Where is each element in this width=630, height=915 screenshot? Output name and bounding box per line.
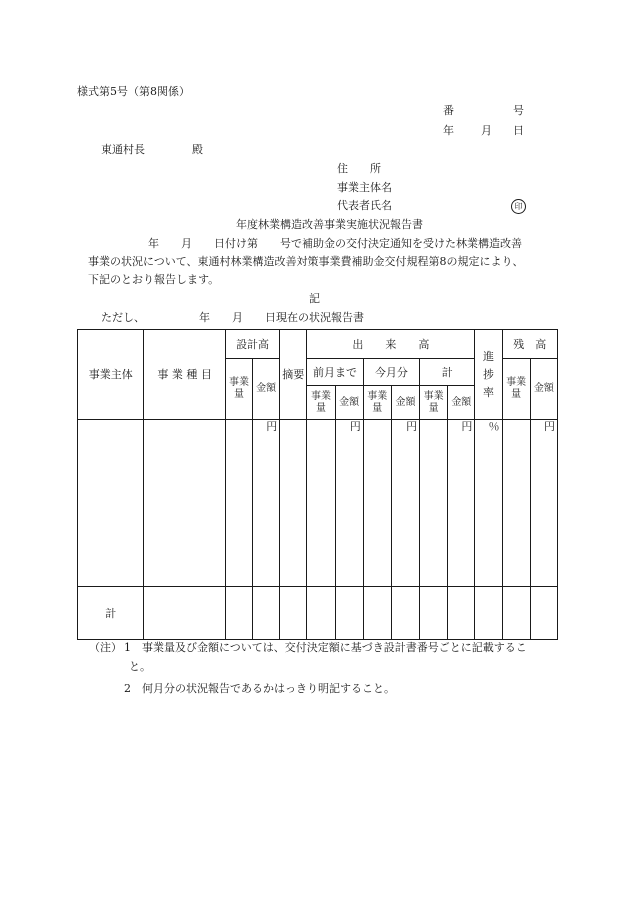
form-id: 様式第5号（第8関係） [77,85,190,98]
note-2-text: 何月分の状況報告であるかはっきり明記すること。 [142,682,395,695]
representative-label: 代表者氏名 [337,199,392,212]
document-title: 年度林業構造改善事業実施状況報告書 [236,218,423,231]
cell-prev-amt: 円 [335,420,363,587]
header-design-qty: 事業量 [225,359,252,420]
header-design-amt: 金額 [253,359,280,420]
ki-heading: 記 [309,292,320,305]
header-type: 事 業 種 目 [144,330,226,420]
table-row [78,420,558,587]
notes-prefix: （注） [89,641,122,654]
cell-total-amt: 円 [448,420,475,587]
cell-type [144,420,226,587]
header-total-qty: 事業量 [420,386,448,420]
total-row [78,587,558,640]
date-day: 日 [513,124,524,137]
header-this-amt: 金額 [391,386,419,420]
body-line-2: 事業の状況について、東通村林業構造改善対策事業費補助金交付規程第8の規定により、 [88,255,524,268]
cell-summary [280,420,307,587]
note-1-number: 1 [124,641,131,654]
header-entity: 事業主体 [78,330,144,420]
header-this-qty: 事業量 [363,386,391,420]
date-month: 月 [481,124,492,137]
header-remain: 残 高 [502,330,557,359]
header-total-amt: 金額 [448,386,475,420]
cell-this-amt: 円 [391,420,419,587]
body-line-1: 年 月 日付け第 号で補助金の交付決定通知を受けた林業構造改善 [148,237,522,250]
cell-progress: ％ [475,420,502,587]
header-remain-amt: 金額 [530,359,557,420]
number-suffix: 号 [513,104,524,117]
total-label: 計 [78,587,144,640]
tadashi-prefix: ただし、 [101,311,145,324]
header-summary: 摘要 [280,330,307,420]
header-this-month: 今月分 [363,359,419,386]
note-2-number: 2 [124,682,131,695]
cell-design-qty [225,420,252,587]
cell-design-amt: 円 [253,420,280,587]
seal-stamp: 印 [511,199,526,214]
cell-total-qty [420,420,448,587]
tadashi-suffix: 日現在の状況報告書 [265,311,364,324]
header-prev-amt: 金額 [335,386,363,420]
entity-name-label: 事業主体名 [337,181,392,194]
tadashi-month: 月 [232,311,243,324]
header-design: 設計高 [225,330,279,359]
number-label: 番 [443,104,454,117]
note-1-continued: と。 [129,660,151,673]
note-1-text: 事業量及び金額については、交付決定額に基づき設計書番号ごとに記載するこ [142,641,527,654]
cell-remain-qty [502,420,530,587]
header-prev-month: 前月まで [307,359,363,386]
addressee-name: 東通村長 [101,143,145,156]
addressee-honorific: 殿 [192,143,203,156]
header-prev-qty: 事業量 [307,386,335,420]
cell-remain-amt: 円 [530,420,557,587]
address-label: 住 所 [337,162,381,175]
cell-this-qty [363,420,391,587]
header-dekidaka-total: 計 [420,359,475,386]
cell-entity [78,420,144,587]
tadashi-year: 年 [199,311,210,324]
cell-prev-qty [307,420,335,587]
header-progress: 進 捗 率 [475,330,502,420]
header-remain-qty: 事業量 [502,359,530,420]
body-line-3: 下記のとおり報告します。 [88,273,220,286]
header-dekidaka: 出 来 高 [307,330,475,359]
status-report-table [77,329,558,640]
date-year: 年 [443,124,454,137]
